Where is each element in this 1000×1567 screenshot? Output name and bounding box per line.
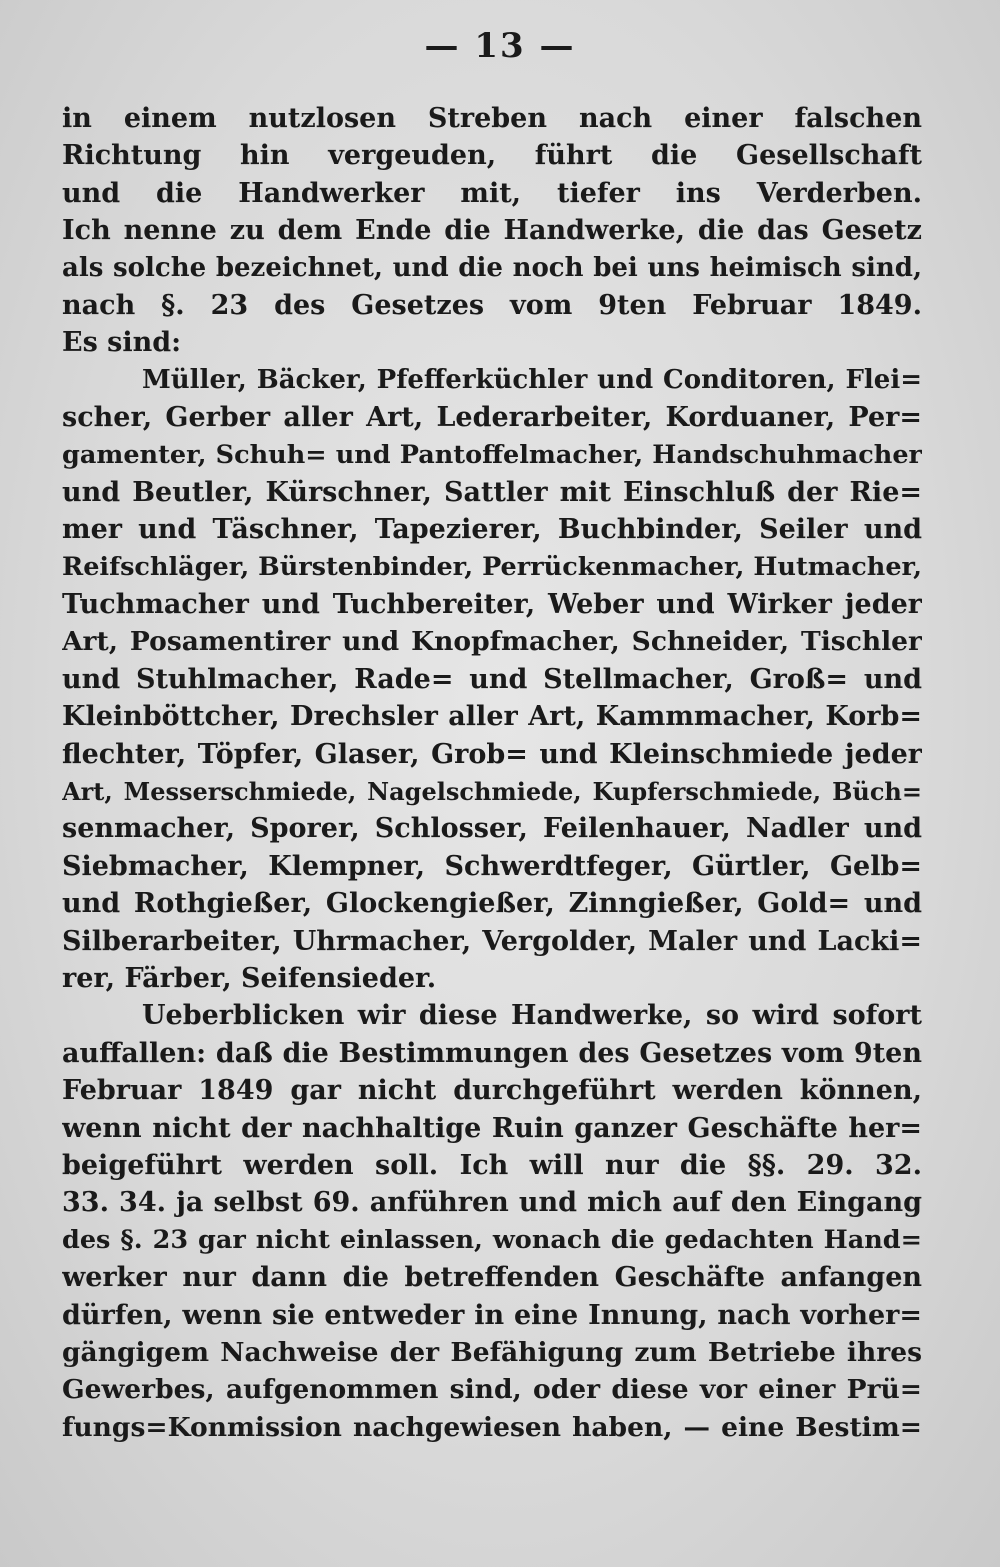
text-line: und Beutler, Kürschner, Sattler mit Einschluß der Rie=: [62, 476, 922, 508]
text-line: rer, Färber, Seifensieder.: [62, 962, 437, 994]
text-line: Februar 1849 gar nicht durchgeführt werden können,: [62, 1075, 922, 1107]
text-line: und Stuhlmacher, Rade= und Stellmacher, Groß= und: [62, 663, 922, 695]
text-line: Gewerbes, aufgenommen sind, oder diese vor einer Prü=: [62, 1374, 922, 1406]
page-number: — 13 —: [424, 26, 576, 66]
text-line: Siebmacher, Klempner, Schwerdtfeger, Gürtler, Gelb=: [62, 850, 922, 882]
text-line: gamenter, Schuh= und Pantoffelmacher, Handschuhmacher: [62, 439, 922, 470]
text-line: in einem nutzlosen Streben nach einer falschen: [62, 103, 922, 134]
text-line: werker nur dann die betreffenden Geschäfte anfangen: [62, 1262, 922, 1294]
text-line: Art, Posamentirer und Knopfmacher, Schneider, Tischler: [62, 626, 922, 658]
text-line: Tuchmacher und Tuchbereiter, Weber und Wirker jeder: [62, 589, 922, 621]
text-line: Silberarbeiter, Uhrmacher, Vergolder, Maler und Lacki=: [62, 925, 922, 957]
text-line: Art, Messerschmiede, Nagelschmiede, Kupferschmiede, Büch=: [62, 777, 922, 807]
text-line: Es sind:: [62, 327, 182, 359]
text-line: auffallen: daß die Bestimmungen des Gesetzes vom 9ten: [62, 1037, 922, 1069]
text-line: gängigem Nachweise der Befähigung zum Betriebe ihres: [62, 1336, 922, 1368]
text-line: beigeführt werden soll. Ich will nur die §§. 29. 32.: [62, 1149, 922, 1181]
text-line: Ich nenne zu dem Ende die Handwerke, die das Gesetz: [62, 215, 922, 247]
text-line: flechter, Töpfer, Glaser, Grob= und Kleinschmiede jeder: [62, 738, 922, 770]
text-line: scher, Gerber aller Art, Lederarbeiter, Korduaner, Per=: [62, 402, 922, 434]
text-line: mer und Täschner, Tapezierer, Buchbinder, Seiler und: [62, 514, 922, 546]
text-line: dürfen, wenn sie entweder in eine Innung, nach vorher=: [62, 1299, 922, 1331]
text-line: senmacher, Sporer, Schlosser, Feilenhauer, Nadler und: [62, 813, 922, 845]
text-line: wenn nicht der nachhaltige Ruin ganzer Geschäfte her=: [62, 1112, 922, 1144]
text-line: Reifschläger, Bürstenbinder, Perrückenmacher, Hutmacher,: [62, 551, 922, 582]
text-line: Müller, Bäcker, Pfefferküchler und Conditoren, Flei=: [142, 364, 922, 395]
text-line: und Rothgießer, Glockengießer, Zinngießer, Gold= und: [62, 888, 922, 920]
text-line: und die Handwerker mit, tiefer ins Verderben.: [62, 177, 922, 209]
body-text: [62, 100, 922, 1446]
text-line: Ueberblicken wir diese Handwerke, so wird sofort: [142, 1000, 922, 1032]
text-line: Kleinböttcher, Drechsler aller Art, Kammmacher, Korb=: [62, 701, 922, 733]
text-line: Richtung hin vergeuden, führt die Gesellschaft: [62, 140, 922, 172]
text-line: fungs=Konmission nachgewiesen haben, — eine Bestim=: [62, 1411, 922, 1443]
text-line: 33. 34. ja selbst 69. anführen und mich auf den Eingang: [62, 1187, 922, 1219]
text-line: des §. 23 gar nicht einlassen, wonach die gedachten Hand=: [62, 1224, 922, 1255]
text-line: als solche bezeichnet, und die noch bei uns heimisch sind,: [62, 252, 922, 283]
text-line: nach §. 23 des Gesetzes vom 9ten Februar 1849.: [62, 289, 922, 321]
